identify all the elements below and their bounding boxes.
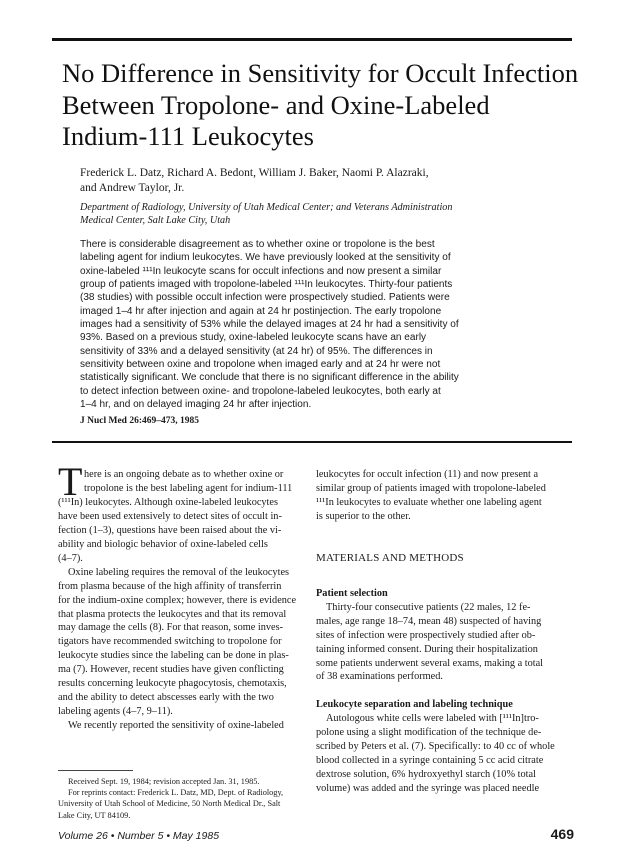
section-rule	[52, 441, 572, 443]
footnote-rule	[58, 770, 133, 771]
abstract-line: to detect infection between oxine- and tropolone-labeled leukocytes, both early at	[80, 385, 441, 397]
abstract	[80, 238, 565, 411]
body-line: Oxine labeling requires the removal of the leukocytes	[68, 566, 290, 578]
body-line: sites of infection were prospectively studied after ob-	[316, 629, 536, 641]
drop-cap: T	[58, 459, 83, 504]
issue-info: Volume 26 • Number 5 • May 1985	[58, 830, 220, 842]
title-line: Indium-111 Leukocytes	[62, 121, 314, 151]
body-line: and the ability to detect abscesses early with the two	[58, 692, 274, 704]
abstract-line: statistically significant. We conclude that there is no significant difference in the ability	[80, 372, 459, 384]
title-line: Between Tropolone- and Oxine-Labeled	[62, 89, 490, 120]
body-line: (4–7).	[58, 552, 83, 564]
body-line: is superior to the other.	[316, 510, 411, 522]
body-line: We recently reported the sensitivity of oxine-labeled	[68, 720, 284, 732]
article-title	[62, 58, 582, 153]
body-line: of 38 examinations performed.	[316, 671, 443, 683]
footnote-line: University of Utah School of Medicine, 50 North Medical Dr., Salt	[58, 799, 281, 809]
title-line: No Difference in Sensitivity for Occult Infection	[62, 58, 579, 88]
body-line: leukocytes for occult infection (11) and now present a	[316, 469, 539, 480]
abstract-line: 1–4 hr, and on delayed imaging 24 hr after injection.	[80, 399, 312, 411]
author-line: Frederick L. Datz, Richard A. Bedont, William J. Baker, Naomi P. Alazraki,	[80, 167, 429, 179]
body-line: ability and biologic behavior of oxine-labeled cells	[58, 538, 268, 550]
body-line: (¹¹¹In) leukocytes. Although oxine-labeled leukocytes	[58, 496, 279, 508]
body-line: for the indium-oxine complex; however, there is evidence	[58, 594, 297, 606]
body-line: blood collected in a syringe containing 5 cc acid citrate	[316, 755, 544, 767]
abstract-line: (38 studies) with possible occult infection were prospectively studied. Patients were	[80, 292, 450, 304]
footnote-line: Received Sept. 19, 1984; revision accepted Jan. 31, 1985.	[68, 777, 260, 786]
left-column-text	[58, 496, 296, 733]
body-line: ¹¹¹In leukocytes to evaluate whether one labeling agent	[316, 496, 542, 508]
abstract-line: 93%. Based on a previous study, oxine-labeled leukocyte scans have an early	[80, 332, 427, 344]
body-line: polone using a slight modification of the technique de-	[316, 727, 542, 739]
abstract-line: imaged 1–4 hr after injection and again at 24 hr postinjection. The early tropolone	[80, 305, 442, 317]
top-rule	[52, 38, 572, 41]
body-line: some patients underwent several exams, making a total	[316, 657, 544, 669]
author-line: and Andrew Taylor, Jr.	[80, 182, 185, 194]
body-line: tropolone is the best labeling agent for indium-111	[84, 482, 293, 494]
intro-first-lines	[84, 468, 292, 496]
body-line: males, age range 18–74, mean 48) suspected of having	[316, 615, 542, 627]
subsection-heading: Leukocyte separation and labeling technique	[316, 699, 513, 711]
abstract-line: images had a sensitivity of 53% while the delayed images at 24 hr had a sensitivity of	[80, 319, 459, 331]
body-line: results concerning leukocyte phagocytosis, chemotaxis,	[58, 678, 287, 690]
section-heading: MATERIALS AND METHODS	[316, 551, 464, 564]
body-line: may damage the cells (8). For that reason, some inves-	[58, 622, 284, 634]
body-line: that plasma protects the leukocytes and that its removal	[58, 608, 287, 620]
affiliation-line: Medical Center, Salt Lake City, Utah	[80, 215, 231, 226]
body-line: Autologous white cells were labeled with [¹¹¹In]tro-	[326, 713, 539, 725]
body-line: similar group of patients imaged with tropolone-labeled	[316, 482, 546, 494]
body-line: fection (1–3), questions have been raised about the vi-	[58, 524, 282, 536]
page-footer	[58, 828, 574, 846]
abstract-line: There is considerable disagreement as to whether oxine or tropolone is the best	[80, 239, 435, 250]
body-line: volume) was added and the syringe was placed needle	[316, 783, 540, 795]
footnote-line: Lake City, UT 84109.	[58, 810, 131, 820]
body-line: here is an ongoing debate as to whether oxine or	[84, 469, 284, 480]
affiliation-line: Department of Radiology, University of Utah Medical Center; and Veterans Administration	[80, 202, 453, 213]
body-line: labeling agents (4–7, 9–11).	[58, 706, 173, 718]
abstract-line: sensitivity of 33% and a delayed sensitivity (at 24 hr) of 95%. The differences in	[80, 345, 433, 357]
page-number: 469	[550, 826, 574, 842]
body-line: dextrose solution, 6% hydroxyethyl starch (10% total	[316, 769, 536, 781]
journal-citation: J Nucl Med 26:469–473, 1985	[80, 416, 200, 426]
affiliation	[80, 201, 570, 227]
right-column-text	[316, 468, 570, 796]
body-line: tigators have recommended switching to tropolone for	[58, 636, 282, 648]
abstract-line: labeling agent for indium leukocytes. We have previously looked at the sensitivity of	[80, 252, 451, 264]
subsection-heading: Patient selection	[316, 587, 388, 599]
body-line: have been used extensively to detect sites of occult in-	[58, 510, 282, 522]
abstract-line: sensitivity between oxine and tropolone when imaged early and at 24 hr were not	[80, 359, 441, 371]
footnotes	[58, 776, 283, 821]
body-line: taining informed consent. During their hospitalization	[316, 643, 538, 655]
body-line: ma (7). However, recent studies have given conflicting	[58, 664, 284, 676]
footnote-line: For reprints contact: Frederick L. Datz, MD, Dept. of Radiology,	[68, 788, 284, 798]
abstract-line: group of patients imaged with tropolone-labeled ¹¹¹In leukocytes. Thirty-four patients	[80, 279, 453, 291]
body-line: scribed by Peters et al. (7). Specifically: to 40 cc of whole	[316, 741, 555, 753]
body-line: leukocyte studies since the labeling can be done in plas-	[58, 650, 289, 662]
abstract-line: oxine-labeled ¹¹¹In leukocyte scans for occult infections and now present a similar	[80, 265, 442, 277]
author-list	[80, 166, 560, 196]
body-line: from plasma because of the high affinity of transferrin	[58, 580, 282, 592]
body-line: Thirty-four consecutive patients (22 males, 12 fe-	[326, 601, 531, 613]
